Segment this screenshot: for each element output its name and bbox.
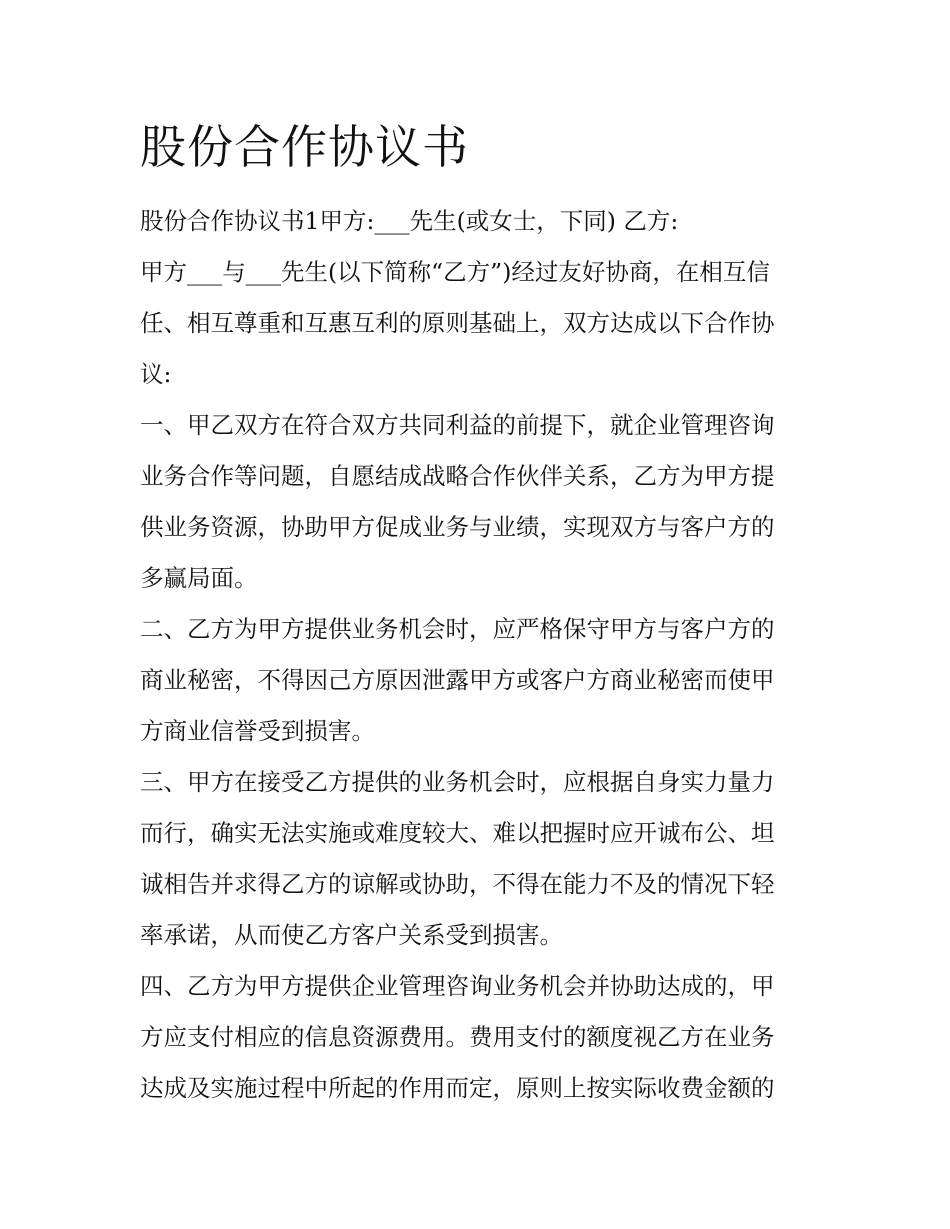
body-line: 方商业信誉受到损害。 [140, 717, 375, 745]
body-line: 任、相互尊重和互惠互利的原则基础上，双方达成以下合作协 [140, 309, 775, 337]
document-body [140, 196, 812, 1114]
body-line: 率承诺，从而使乙方客户关系受到损害。 [140, 921, 563, 949]
body-line: 一、甲乙双方在符合双方共同利益的前提下，就企业管理咨询 [140, 411, 775, 439]
body-line: 商业秘密，不得因己方原因泄露甲方或客户方商业秘密而使甲 [140, 666, 775, 694]
body-line: 议: [140, 360, 172, 388]
body-line: 而行，确实无法实施或难度较大、难以把握时应开诚布公、坦 [140, 819, 775, 847]
body-line: 三、甲方在接受乙方提供的业务机会时，应根据自身实力量力 [140, 768, 775, 796]
body-line: 业务合作等问题，自愿结成战略合作伙伴关系，乙方为甲方提 [140, 462, 775, 490]
body-line: 甲方___与___先生(以下简称“乙方”)经过友好协商，在相互信 [140, 258, 770, 286]
body-line: 二、乙方为甲方提供业务机会时，应严格保守甲方与客户方的 [140, 615, 775, 643]
body-line: 四、乙方为甲方提供企业管理咨询业务机会并协助达成的，甲 [140, 972, 775, 1000]
body-line: 供业务资源，协助甲方促成业务与业绩，实现双方与客户方的 [140, 513, 775, 541]
body-line: 达成及实施过程中所起的作用而定，原则上按实际收费金额的 [140, 1074, 775, 1102]
body-line: 诚相告并求得乙方的谅解或协助，不得在能力不及的情况下轻 [140, 870, 775, 898]
body-line: 多赢局面。 [140, 564, 258, 592]
body-line: 方应支付相应的信息资源费用。费用支付的额度视乙方在业务 [140, 1023, 775, 1051]
body-line: 股份合作协议书1甲方:___先生(或女士，下同) 乙方: [140, 207, 679, 235]
document-title: 股份合作协议书 [140, 120, 469, 174]
